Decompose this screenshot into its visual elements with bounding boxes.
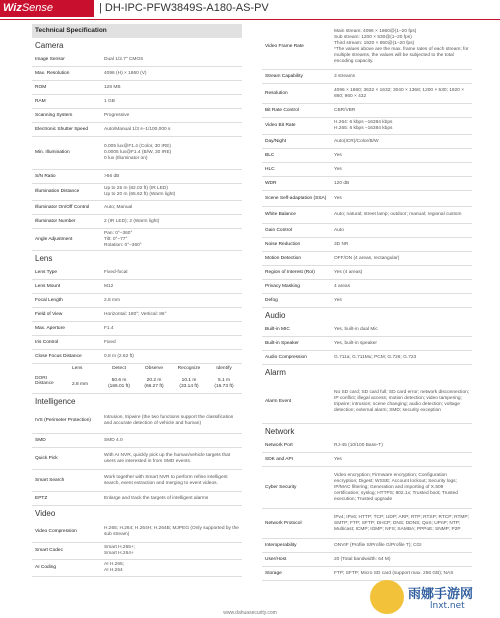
spec-row-video-frame-rate: [262, 24, 472, 70]
spec-key: Quick Pick: [35, 455, 58, 461]
section-intelligence: Intelligence: [35, 397, 76, 406]
section-lens: Lens: [35, 254, 53, 263]
spec-value: 3D NR: [334, 241, 349, 247]
spec-value: OFF/ON (4 areas, rectangular): [334, 255, 400, 261]
spec-row-illuminator-number: [32, 215, 242, 229]
spec-row-electronic-shutter-speed: [32, 123, 242, 137]
spec-row-user-host: [262, 553, 472, 567]
spec-row-motion-detection: [262, 252, 472, 266]
spec-row-region-of-interest-roi: [262, 266, 472, 280]
spec-value: 20 (Total bandwidth: 64 M): [334, 556, 391, 562]
spec-key: S/N Ratio: [35, 173, 56, 179]
spec-value: FTP; SFTP; Micro SD card (support max. 256 GB); NAS: [334, 570, 454, 576]
spec-value: 128 MB: [104, 84, 121, 90]
spec-value: Yes: [334, 456, 342, 462]
spec-key: RAM: [35, 98, 46, 104]
spec-value: Pan: 0°–360° Tilt: 0°–77° Rotation: 0°–360°: [104, 230, 142, 248]
spec-value: Fixed: [104, 339, 116, 345]
spec-key: Min. Illumination: [35, 150, 70, 155]
spec-column-left: [32, 24, 242, 577]
spec-key: EPTZ: [35, 495, 48, 501]
spec-row-video-bit-rate: [262, 118, 472, 135]
spec-value: Up to 25 m (82.02 ft) (IR LED) Up to 20 m (65.62 ft) (Warm light): [104, 186, 176, 197]
spec-key: Gain Control: [265, 227, 292, 233]
spec-key: Scanning System: [35, 112, 73, 118]
spec-value: Auto; Manual: [104, 204, 133, 210]
dori-lens-head: Lens: [72, 366, 83, 371]
spec-key: Field of View: [35, 311, 63, 317]
spec-value: 4096 (H) × 1860 (V): [104, 70, 147, 76]
section-audio: Audio: [265, 311, 286, 320]
spec-key: User/Host: [265, 556, 287, 562]
spec-row-alarm-event: [262, 380, 472, 424]
spec-row-smart-search: [32, 470, 242, 492]
spec-value: RJ-45 (10/100 Base-T): [334, 442, 383, 448]
spec-row-ram: [32, 95, 242, 109]
watermark: [370, 580, 500, 618]
spec-row-day-night: [262, 135, 472, 149]
spec-key: Max. Aperture: [35, 325, 65, 331]
dori-value: 50.6 m (166.01 ft): [108, 378, 130, 389]
dori-label: DORI Distance: [35, 376, 54, 386]
spec-row-illuminator-on-off-control: [32, 201, 242, 215]
spec-key: Illuminator Number: [35, 218, 76, 224]
spec-key: Smart Search: [35, 477, 65, 483]
spec-value: H.265; H.264; H.264H; H.264B; MJPEG (Only supported by the sub stream): [104, 525, 239, 537]
spec-value: AI H.265; AI H.264: [104, 562, 124, 573]
spec-row-max-aperture: [32, 322, 242, 336]
spec-value: SMD 4.0: [104, 437, 123, 443]
spec-row-rom: [32, 81, 242, 95]
spec-value: Yes: [334, 195, 342, 201]
spec-row-min-illumination: [32, 137, 242, 170]
spec-value: CBR/VBR: [334, 107, 356, 113]
spec-row-quick-pick: [32, 448, 242, 470]
spec-row-smart-codec: [32, 543, 242, 560]
spec-row-hlc: [262, 163, 472, 177]
spec-value: Fixed-focal: [104, 269, 128, 275]
spec-value: Enlarge and track the targets of intelligent alarms: [104, 495, 209, 501]
spec-value: Auto/Manual 1/3 s–1/100,000 s: [104, 126, 171, 132]
spec-value: Yes, built-in dual Mic: [334, 326, 378, 332]
spec-row-ivs-perimeter-protection: [32, 409, 242, 434]
spec-key: ROM: [35, 84, 47, 90]
spec-value: 1 GB: [104, 98, 115, 104]
spec-key: Lens Type: [35, 269, 58, 275]
spec-row-stream-capability: [262, 70, 472, 84]
spec-row-eptz: [32, 492, 242, 506]
section-network: Network: [265, 427, 295, 436]
spec-value: Auto(ICR)/Color/B/W: [334, 138, 379, 144]
spec-key: Built-in MIC: [265, 326, 290, 332]
spec-value: H.264: 6 kbps –16384 kbps H.265: 6 kbps –16384 kbps: [334, 120, 393, 131]
spec-row-smd: [32, 434, 242, 448]
spec-key: Focal Length: [35, 297, 63, 303]
spec-key: Network Port: [265, 442, 293, 448]
model-title: | DH-IPC-PFW3849S-A180-AS-PV: [99, 2, 269, 14]
spec-value: IPv4; IPv6; HTTP; TCP; UDP; ARP; RTP; RTSP; RTCP; RTMP; SMTP; FTP; SFTP; DHCP; DNS; DDNS; QoS; UPnP; NTP; Multicast; ICMP; IGMP; NFS; SAMBA; PPPoE; SNMP; P2P: [334, 514, 469, 532]
footer-url: www.dahuasecurity.com: [223, 610, 277, 616]
spec-key: Max. Resolution: [35, 70, 70, 76]
spec-value: With AI NVR, quickly pick up the human/vehicle targets that users are interested in from SMD events.: [104, 452, 231, 464]
spec-key: Privacy Masking: [265, 283, 300, 289]
spec-row-bit-rate-control: [262, 104, 472, 118]
spec-value: Dual 1/2.7" CMOS: [104, 56, 144, 62]
spec-key: SMD: [35, 437, 46, 443]
spec-key: Lens Mount: [35, 283, 61, 289]
page-header: [0, 0, 500, 20]
spec-key: Close Focus Distance: [35, 353, 82, 359]
brand-logo: WizSense: [0, 0, 94, 17]
spec-key: Interoperability: [265, 542, 297, 548]
spec-key: Stream Capability: [265, 73, 303, 79]
watermark-text: 雨娜手游网: [408, 587, 474, 602]
spec-row-sdk-and-api: [262, 453, 472, 467]
spec-row-audio-compression: [262, 351, 472, 365]
spec-key: IVS (Perimeter Protection): [35, 418, 91, 423]
spec-row-field-of-view: [32, 308, 242, 322]
spec-row-interoperability: [262, 539, 472, 553]
spec-row-focal-length: [32, 294, 242, 308]
spec-value: 0.005 lux@F1.4 (Color, 30 IRE) 0.0005 lux@F1.4 (B/W, 30 IRE) 0 lux (Illuminator on): [104, 144, 172, 161]
dori-head: Detect: [112, 366, 126, 371]
spec-key: Alarm Event: [265, 398, 292, 404]
spec-row-white-balance: [262, 207, 472, 224]
spec-value: Work together with Smart NVR to perform refine intelligent search, event extraction and merging to event videos.: [104, 474, 228, 486]
dori-value: 10.1 m (33.14 ft): [179, 378, 199, 389]
spec-value: 0.8 m (2.62 ft): [104, 353, 134, 359]
spec-key: Angle Adjustment: [35, 236, 73, 242]
spec-value: Smart H.265+; Smart H.264+: [104, 545, 136, 556]
spec-row-close-focus-distance: [32, 350, 242, 364]
spec-row-gain-control: [262, 224, 472, 238]
dori-lens-value: 2.8 mm: [72, 382, 88, 387]
spec-row-storage: [262, 567, 472, 581]
spec-row-scanning-system: [32, 109, 242, 123]
spec-row-ai-coding: [32, 560, 242, 577]
spec-row-defog: [262, 294, 472, 308]
spec-key: Video Compression: [35, 528, 77, 534]
spec-value: Yes: [334, 152, 342, 158]
spec-row-blc: [262, 149, 472, 163]
spec-value: 120 dB: [334, 180, 350, 186]
spec-key: Motion Detection: [265, 255, 301, 261]
spec-key: Region of Interest (RoI): [265, 269, 315, 275]
spec-key: Resolution: [265, 90, 288, 96]
spec-key: Bit Rate Control: [265, 107, 299, 113]
dori-value: 5.1 m (16.73 ft): [214, 378, 234, 389]
spec-key: Storage: [265, 570, 282, 576]
spec-value: Auto; natural; street lamp; outdoor; manual; regional custom: [334, 212, 462, 217]
dori-head: Observe: [144, 366, 164, 371]
dori-head: Recognize: [177, 366, 201, 371]
spec-value: 2 (IR LED); 2 (Warm light): [104, 218, 160, 224]
spec-value: Auto: [334, 227, 344, 233]
spec-key: Image Sensor: [35, 56, 65, 62]
spec-key: Video Bit Rate: [265, 123, 296, 128]
section-video: Video: [35, 509, 56, 518]
dori-table: [32, 364, 242, 394]
spec-value: Horizontal: 180°; Vertical: 86°: [104, 311, 167, 317]
spec-value: Main stream: 4096 × 1860@(1–20 fps) Sub stream: 1200 × 530@(1–20 fps) Third stream: 1920 × 860@(1–20 fps) *The values above are the max. frame rates of each stream; for multiple streams, the values will be subjected to the total encoding capacity.: [334, 28, 469, 64]
spec-key: Defog: [265, 297, 278, 303]
spec-key: Iris Control: [35, 339, 59, 345]
spec-key: Audio Compression: [265, 354, 307, 360]
spec-row-max-resolution: [32, 67, 242, 81]
spec-key: Built-in Speaker: [265, 340, 299, 346]
spec-key: Network Protocol: [265, 520, 302, 526]
spec-row-illumination-distance: [32, 184, 242, 201]
spec-title: Technical Specification: [32, 24, 242, 38]
spec-value: ONVIF (Profile S/Profile G/Profile T); CGI: [334, 542, 422, 548]
spec-row-resolution: [262, 84, 472, 104]
section-alarm: Alarm: [265, 368, 286, 377]
spec-row-built-in-mic: [262, 323, 472, 337]
spec-key: Day/Night: [265, 138, 287, 144]
spec-value: >56 dB: [104, 173, 120, 179]
spec-key: Illuminator On/Off Control: [35, 204, 90, 210]
spec-value: Yes (4 areas): [334, 269, 363, 275]
spec-key: Video Frame Rate: [265, 43, 304, 49]
dori-head: Identify: [216, 366, 232, 371]
spec-key: AI Coding: [35, 565, 57, 570]
spec-value: Video encryption; Firmware encryption; Configuration encryption; Digest; WSSE; Account lockout; Security logs; IP/MAC filtering; Generation and importing of X.509 certification; syslog; HTTPS; 802.1x; Trusted boot; Trusted execution; Trusted upgrade: [334, 472, 458, 502]
spec-row-privacy-masking: [262, 280, 472, 294]
spec-key: Noise Reduction: [265, 241, 301, 247]
spec-key: Illumination Distance: [35, 189, 80, 194]
spec-key: White Balance: [265, 212, 296, 217]
spec-row-noise-reduction: [262, 238, 472, 252]
spec-value: G.711a; G.711Mu; PCM; G.726; G.723: [334, 354, 417, 360]
spec-row-built-in-speaker: [262, 337, 472, 351]
spec-row-network-port: [262, 439, 472, 453]
spec-row-iris-control: [32, 336, 242, 350]
spec-value: 4 areas: [334, 283, 350, 289]
spec-row-wdr: [262, 177, 472, 191]
spec-value: Intrusion, tripwire (the two functions support the classification and accurate detection of vehicle and human): [104, 415, 234, 426]
spec-key: SDK and API: [265, 456, 293, 462]
spec-key: Smart Codec: [35, 548, 63, 553]
spec-value: Yes: [334, 166, 342, 172]
spec-value: Progressive: [104, 112, 130, 118]
spec-row-video-compression: [32, 521, 242, 543]
spec-key: BLC: [265, 152, 275, 158]
spec-value: Yes, built-in speaker: [334, 340, 378, 346]
spec-row-lens-mount: [32, 280, 242, 294]
spec-key: Cyber Security: [265, 484, 297, 490]
spec-value: M12: [104, 283, 114, 289]
spec-key: Scene Self-adaptation (SSA): [265, 195, 327, 201]
section-camera: Camera: [35, 41, 64, 50]
spec-row-angle-adjustment: [32, 229, 242, 251]
spec-column-right: [262, 24, 472, 581]
watermark-url: lnxt.net: [430, 601, 465, 611]
spec-row-cyber-security: [262, 467, 472, 509]
spec-row-s-n-ratio: [32, 170, 242, 184]
spec-key: HLC: [265, 166, 275, 172]
spec-value: Yes: [334, 297, 342, 303]
spec-key: WDR: [265, 180, 277, 186]
spec-value: No SD card; SD card full; SD card error; network disconnection; IP conflict; illegal access; motion detection; video tampering; tripwire; intrusion; scene changing; audio detection; voltage detection; external alarm; SMD; security exception: [334, 389, 470, 413]
spec-value: 3 streams: [334, 73, 356, 79]
watermark-badge-icon: [370, 580, 404, 614]
dori-value: 20.2 m (66.27 ft): [144, 378, 164, 389]
spec-value: 2.8 mm: [104, 297, 120, 303]
spec-key: Electronic Shutter Speed: [35, 126, 89, 132]
spec-value: 4096 × 1860; 3632 × 1632; 3040 × 1368; 1200 × 530; 1920 × 860; 960 × 432: [334, 87, 465, 99]
spec-row-image-sensor: [32, 53, 242, 67]
spec-value: F1.4: [104, 325, 114, 331]
spec-row-lens-type: [32, 266, 242, 280]
spec-row-scene-self-adaptation-ssa: [262, 191, 472, 207]
spec-row-network-protocol: [262, 509, 472, 539]
